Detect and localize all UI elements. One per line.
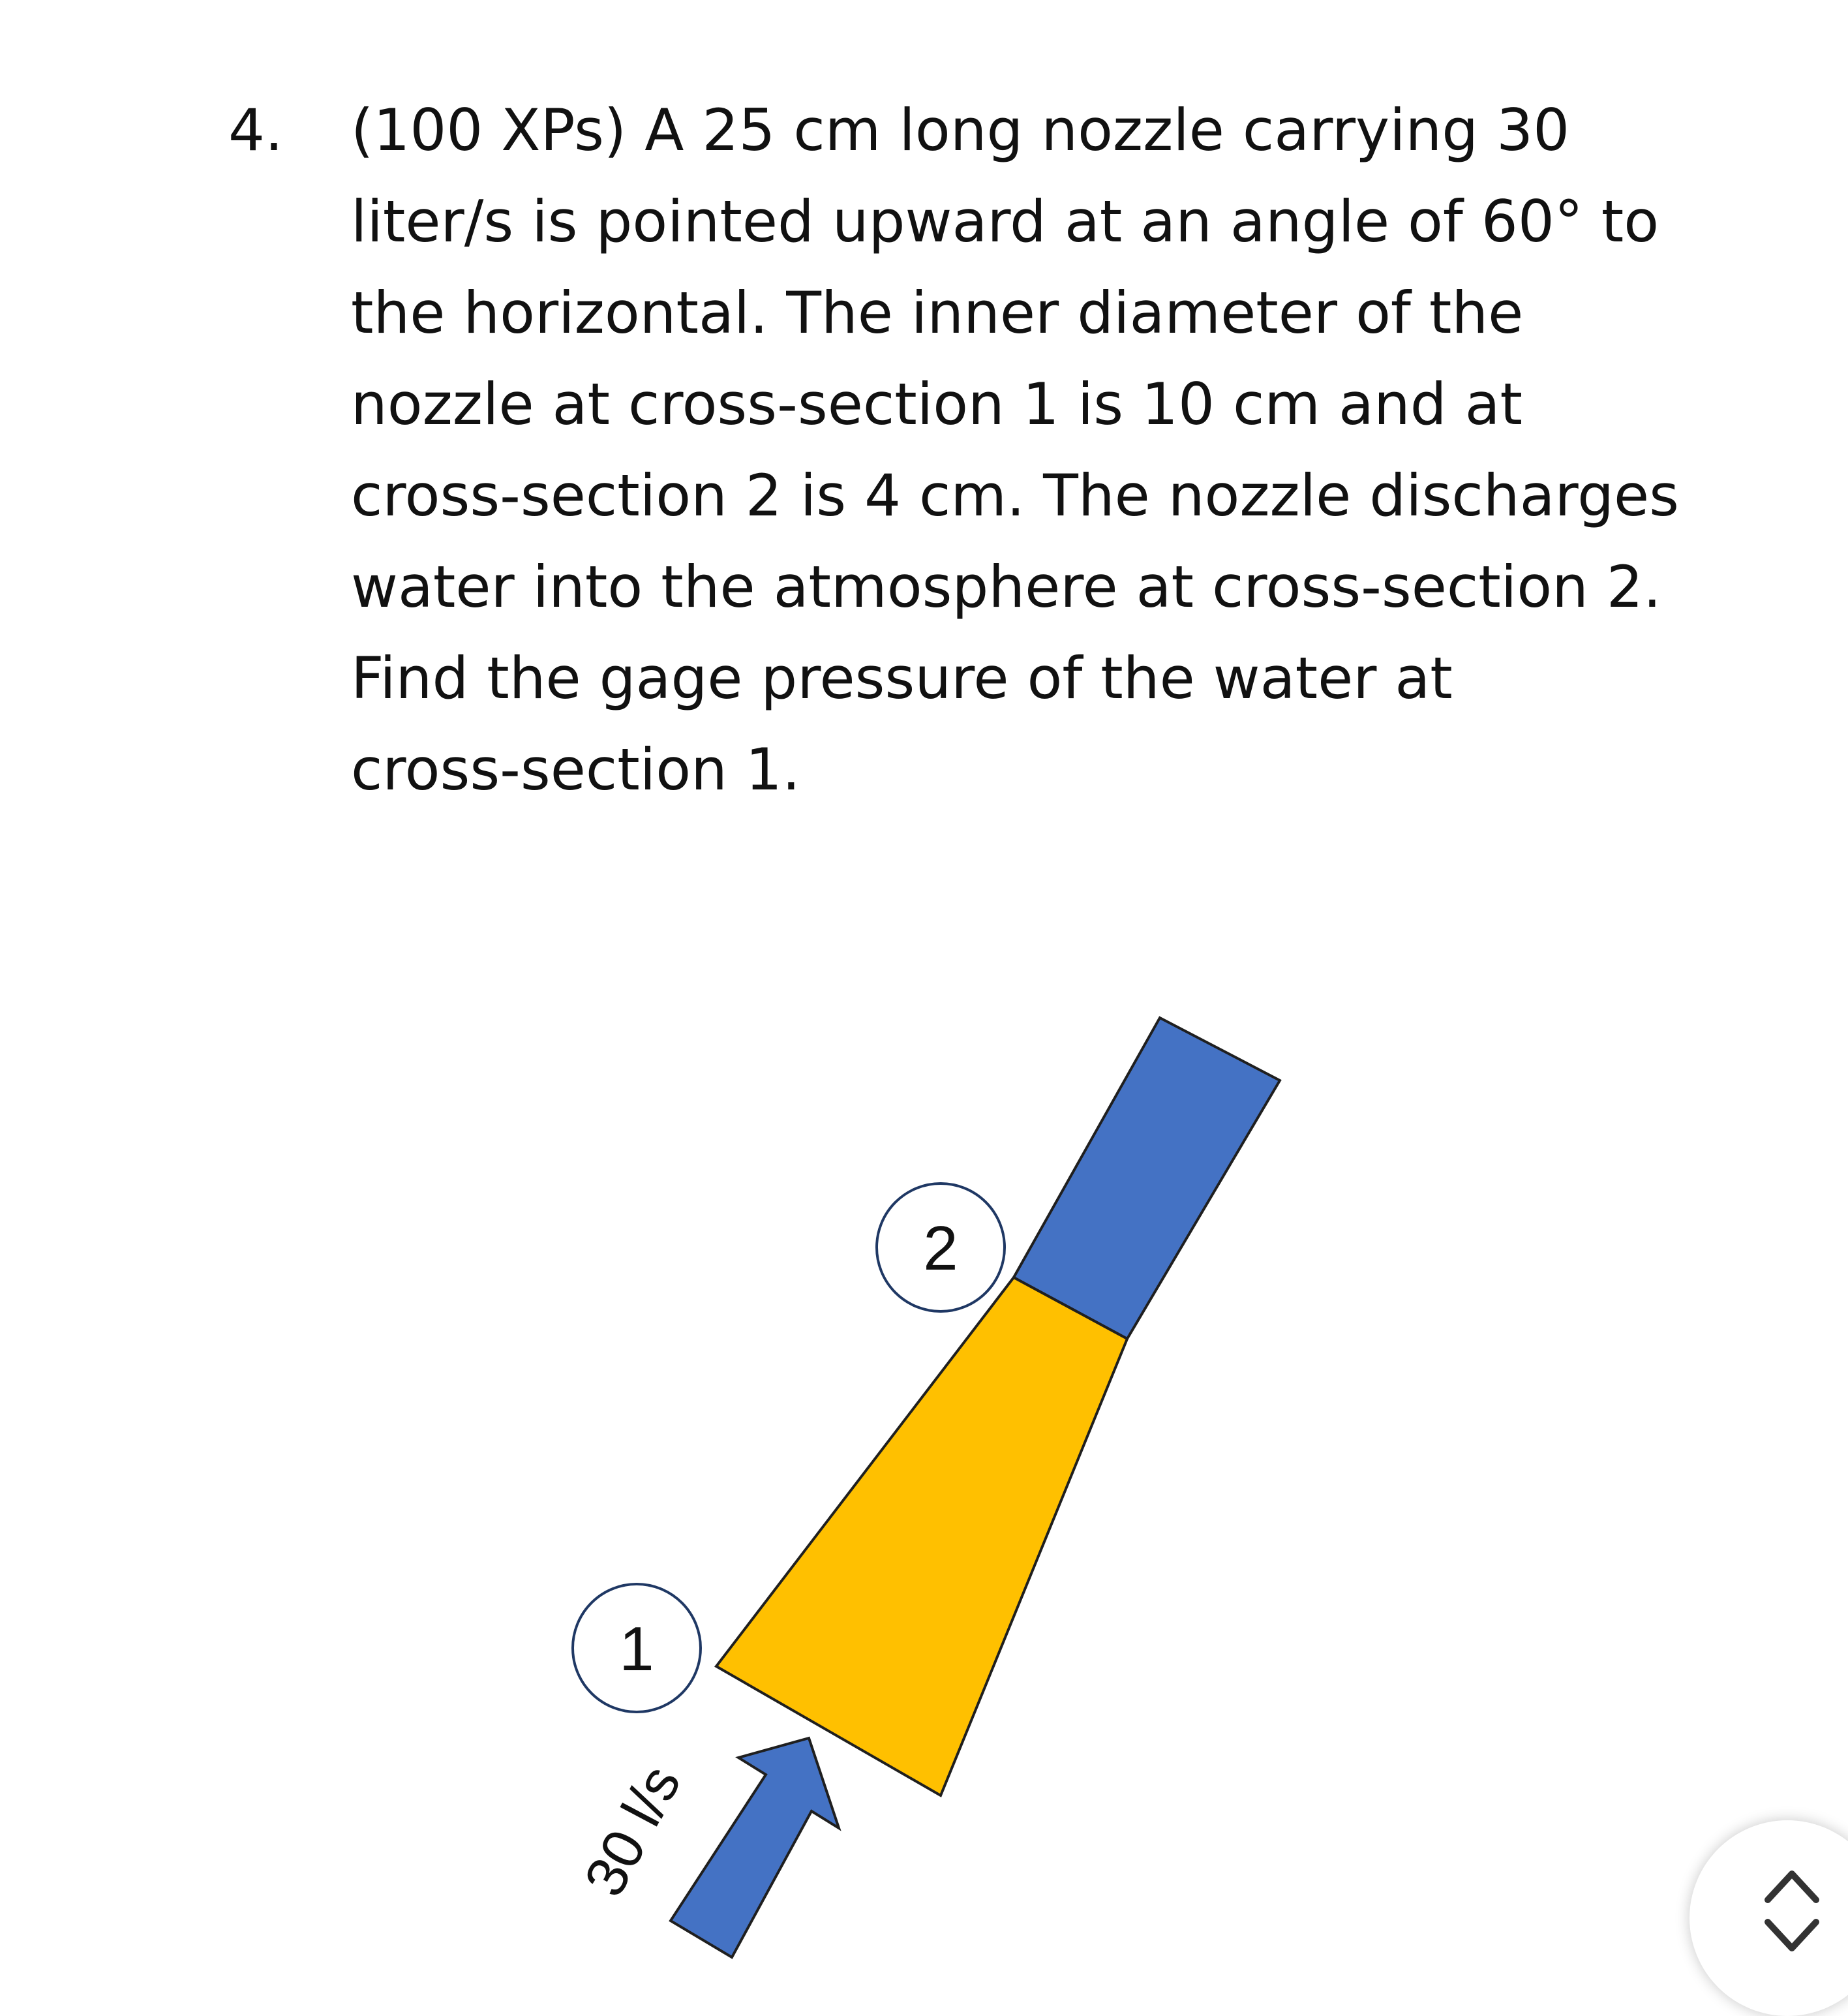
problem-line: (100 XPs) A 25 cm long nozzle carrying 30 <box>351 97 1570 164</box>
chevron-up-icon <box>1763 1866 1821 1905</box>
nozzle-body <box>716 1277 1127 1795</box>
next-button[interactable] <box>1763 1917 1821 1956</box>
chevron-down-icon <box>1763 1917 1821 1956</box>
problem-line: cross-section 1. <box>351 736 800 803</box>
flow-rate-label: 30 l/s <box>571 1754 693 1906</box>
flow-arrow <box>671 1738 839 1957</box>
problem-number: 4. <box>228 97 283 164</box>
section-2-marker <box>877 1184 1005 1311</box>
problem-line: water into the atmosphere at cross-section 2. <box>351 553 1661 620</box>
section-1-label: 1 <box>619 1614 654 1684</box>
section-2-label: 2 <box>923 1214 958 1283</box>
problem-line: liter/s is pointed upward at an angle of 60° to <box>351 188 1659 255</box>
problem-line: the horizontal. The inner diameter of the <box>351 279 1524 346</box>
previous-button[interactable] <box>1763 1866 1821 1905</box>
problem-line: cross-section 2 is 4 cm. The nozzle discharges <box>351 462 1679 529</box>
water-jet <box>1014 1018 1280 1339</box>
problem-line: Find the gage pressure of the water at <box>351 645 1453 712</box>
problem-line: nozzle at cross-section 1 is 10 cm and at <box>351 371 1523 438</box>
section-1-marker <box>573 1584 701 1712</box>
